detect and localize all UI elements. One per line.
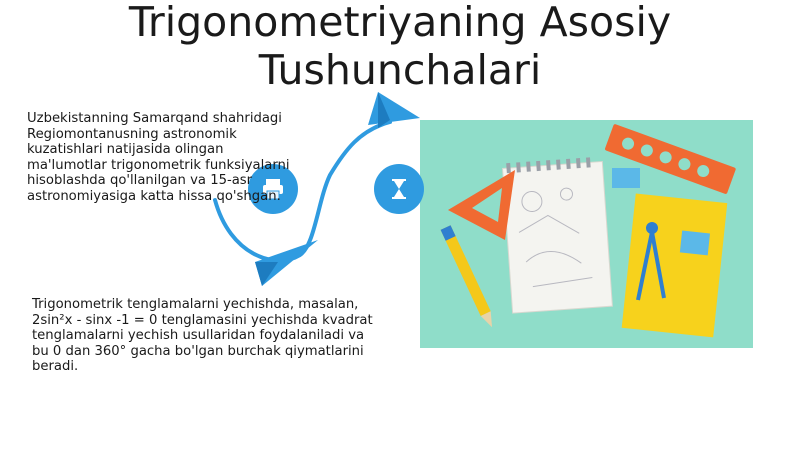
sticky-note [612,168,640,188]
paragraph-regiomontanus: Uzbekistanning Samarqand shahridagi Regiomontanusning astronomik kuzatishlari natijasida olingan ma'lumotlar trigonometrik funksiyalarni hisoblashda qo'llanilgan va 15-asr astronomiyasiga katta hissa qo'shgan. [27,111,290,204]
page-title [0,0,800,94]
paper-plane-icon [368,92,420,128]
yellow-notebook [622,193,728,337]
title-line-1: Trigonometriyaning Asosiy [128,0,672,46]
school-supplies-photo [420,120,753,348]
title-line-2: Tushunchalari [258,46,542,94]
hourglass-icon [387,177,411,201]
yellow-pencil [441,225,497,329]
notebook-paper [502,157,612,314]
triangle-ruler [448,170,515,240]
paper-plane-icon [255,240,318,286]
hourglass-icon-circle [374,164,424,214]
paragraph-equations: Trigonometrik tenglamalarni yechishda, masalan, 2sin²x - sinx -1 = 0 tenglamasini yechishda kvadrat tenglamalarni yechish usullaridan foydalaniladi va bu 0 dan 360° gacha bo'lgan burchak qiymatlarini beradi. [32,297,373,374]
school-supplies-illustration [420,120,753,348]
